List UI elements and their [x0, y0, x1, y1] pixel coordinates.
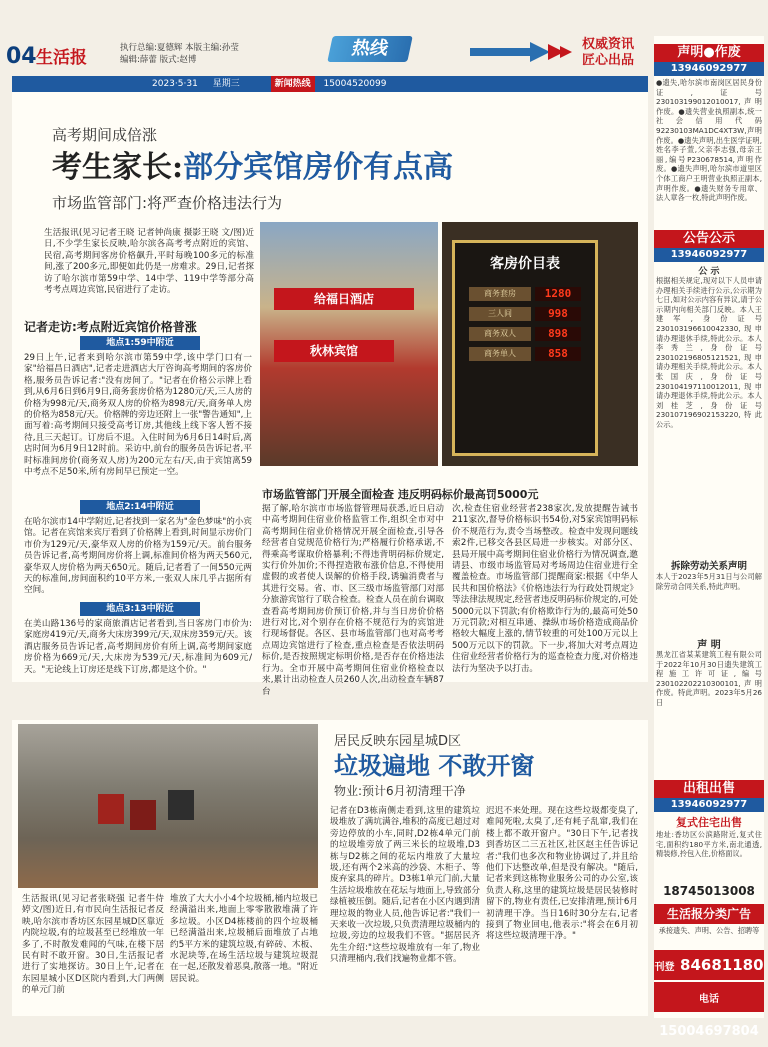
hotel-sign-1: 给福日酒店	[274, 288, 414, 310]
trash-bin-icon	[98, 794, 124, 824]
ad-classified-phone-1	[654, 950, 764, 980]
location-3-text: 在美山路136号的家商旅酒店记者看到,当日客房门市价为:家庭房419元/天,商务大床房399元/天,双床房359元/天。该酒店服务员告诉记者,高考期间房价有所上调,高考期间家庭房价格为669元/天,大床房为539元/天,标准间为609元/天。"无论线上订房还是线下订房,都是这个价。"	[24, 619, 252, 675]
price-row-label: 商务双人	[469, 327, 531, 341]
slogan-line-2: 匠心出品	[582, 53, 635, 68]
ad-notice-subtitle: 公 示	[698, 267, 720, 277]
ad-rental-phone: 13946092977	[654, 798, 764, 812]
hotline-label: 新闻热线	[271, 76, 315, 92]
ad-rental-title: 出租出售	[654, 780, 764, 798]
main-headline-a: 考生家长:	[52, 150, 184, 185]
location-1-label: 地点1:59中附近	[80, 336, 200, 350]
second-text-col-2: 堆放了大大小小4个垃圾桶,桶内垃圾已经满溢出来,地面上零零散散堆满了许多垃圾。小区D4栋楼前的四个垃圾桶已经满溢出来,垃圾桶后面堆放了占地约5平方米的建筑垃圾,有碎砖、木板、水泥块等,在场生活垃圾与建筑垃圾混在一起,还散发着恶臭,散落一地。"附近居民说。	[170, 894, 318, 984]
phone-1-label: 刊登	[654, 962, 675, 973]
ad-statement-phone: 13946092977	[654, 62, 764, 76]
phone-1-number: 84681180	[680, 956, 764, 974]
date-bar	[12, 76, 648, 92]
ad-duplex-text: 地址:香坊区公滨路附近,复式住宅,面积约180平方米,南北通透,精装修,拎包入住,价格面议。	[656, 830, 762, 859]
location-1-text: 29日上午,记者来到哈尔滨市第59中学,该中学门口有一家"给福昌日酒店",记者走进酒店大厅咨询高考期间的客房价格,服务员告诉记者:"没有房间了。"记者在价格公示牌上看到,从6月6日到6月9日,商务套房价格为1280元/天,三人房的价格为998元/天,商务双人房的价格为898元/天,商务单人房的价格为858元/天。价格牌的旁边还附上一张"警告通知",上面写着:高考期间只接受高考订房,其他线上线下客人暂不接待,且三天起订。订房后不退。入住时间为6月6日14时后,离店时间为6月9日12时前。采访中,前台的服务员告诉记者,平时标准间房价(商务双人房)为200元左右/天,由于宾馆离59中考点不足50米,所有房间早已预定一空。	[24, 353, 252, 478]
inspection-heading: 市场监管部门开展全面检查 违反明码标价最高罚5000元	[262, 488, 539, 501]
phone-2-label: 电话	[699, 994, 719, 1005]
ad-labor-title: 拆除劳动关系声明	[670, 561, 747, 572]
location-2-text: 在哈尔滨市14中学附近,记者找到一家名为"金色梦味"的小宾馆。记者在宾馆来宾厅看到了价格牌上看到,时间显示房价门市价为129元/天,豪华双人房的价格为159元/天。前台服务员告诉记者,高考期间房价将上调,标准间价格为两天560元,豪华双人房价格为两天650元。随后,记者看了一间550元两天的标准间,房间面积约10平方米,一张双人床几乎占据所有空间。	[24, 517, 252, 596]
paper-logo: 生活报	[36, 48, 87, 68]
location-3-label: 地点3:13中附近	[80, 602, 200, 616]
second-headline: 垃圾遍地 不敢开窗	[334, 751, 535, 780]
ad-duplex-title: 复式住宅出售	[676, 816, 742, 829]
price-row-label: 商务单人	[469, 347, 531, 361]
price-row-value: 898	[535, 327, 581, 341]
second-kicker: 居民反映东园星城D区	[334, 734, 462, 749]
ad-declaration-text: 黑龙江省某某建筑工程有限公司于2022年10月30日遗失建筑工程施工许可证,编号230102202210300101,声明作废。特此声明。2023年5月26日	[656, 650, 762, 707]
ad-declaration-title: 声 明	[697, 640, 721, 651]
price-row	[469, 307, 581, 325]
price-row-value: 1280	[535, 287, 581, 301]
second-text-col-1: 生活报讯(见习记者张晓强 记者牛侍婷文/图)近日,有市民向生活报记者反映,哈尔滨市香坊区东园星城D区靠近内院垃圾,有的垃圾甚至已经堆放一年多了,不时散发难闻的气味,在楼下居民有时不敢开窗。30日,生活报记者进行了实地探访。30日上午,记者在东园星城小区D区院内看到,大门两侧的单元门前	[22, 894, 164, 996]
ad-notice-phone: 13946092977	[654, 248, 764, 262]
main-kicker: 高考期间成倍涨	[52, 126, 158, 144]
location-2-label: 地点2:14中附近	[80, 500, 200, 514]
inspection-text-col-2: 次,检查住宿业经营者238家次,发放提醒告诫书211家次,督导价格标识书54份,对5家宾馆明码标价不规范行为,责令当场整改。检查中发现问题线索2件,已移交各县区局进一步核实。对部分区、县局开展中高考期间住宿业价格行为情况调查,邀请县、市级市场监管局对考场周边住宿业进行全覆盖检查。市场监管部门提醒商家:根据《中华人民共和国价格法》《价格违法行为行政处罚规定》等法律法规规定,经营者违反明码标价规定的,可处5000元以下罚款;有价格欺诈行为的,最高可处50万元罚款;对相互串通、操纵市场价格造成商品价格较大幅度上涨的,情节较重的可处100万元以上500万元以下的罚款。下一步,将加大对考点周边住宿业经营者价格行为的巡查检查力度,对价格违法行为坚决予以打击。	[452, 504, 638, 674]
issue-weekday: 星期三	[212, 79, 240, 89]
hotel-photo	[260, 222, 438, 466]
price-board-photo	[442, 222, 638, 466]
arrow-decoration-icon	[470, 42, 574, 62]
price-row	[469, 287, 581, 305]
page-number: 04	[6, 44, 37, 69]
slogan	[582, 37, 634, 69]
hotel-sign-2: 秋林宾馆	[274, 340, 394, 362]
issue-date: 2023·5·31	[152, 79, 198, 89]
price-row	[469, 347, 581, 365]
price-board-title: 客房价目表	[490, 256, 560, 272]
price-row-label: 三人间	[469, 307, 531, 321]
second-text-col-3: 记者在D3栋南侧走看到,这里的建筑垃圾堆放了满坑满谷,堆积的高度已超过对旁边停放的小车,同时,D2栋4单元门前的垃圾堆旁放了两三米长的垃圾堆,D3栋与D2栋之间的花坛内堆放了大量垃圾,还有两个2米高的沙袋、木柜子、等废弃家具的碎片。D3栋1单元门前,大量生活垃圾堆放在花坛与地面上,导致部分绿植被压倒。随后,记者在小区内遇到清理垃圾的物业人员,他告诉记者:"我们一天来收一次垃圾,只负责清理垃圾桶内的垃圾,旁边的垃圾我们不管。"据居民齐先生介绍:"这些垃圾堆放有一年了,物业只清理桶内,我们找遍物业都不管。	[330, 806, 480, 965]
slogan-line-1: 权威资讯	[582, 37, 635, 52]
price-row-value: 998	[535, 307, 581, 321]
ad-notice-title: 公告公示	[654, 230, 764, 248]
main-subhead: 市场监管部门:将严查价格违法行为	[52, 194, 283, 212]
main-headline	[52, 142, 453, 186]
editor-credits	[120, 42, 239, 66]
trash-bin-icon	[168, 790, 194, 820]
credits-line-1: 执行总编:夏德辉 本版主编:孙莹	[120, 43, 239, 53]
ad-classified-sub: 承接遗失、声明、公告、招聘等	[658, 926, 760, 935]
inspection-text-col-1: 据了解,哈尔滨市市场监督管理局获悉,近日启动中高考期间住宿业价格监管工作,组织全市对中高考期间住宿业价格情况开展全面检查,引导各经营者自觉规范价格行为;严格履行价格承诺,不得乘高考谋取价格暴利;不得违背明码标价规定,实行价外加价;不得捏造散布涨价信息,不得使用虚假的或者使人误解的价格手段,诱骗消费者与其进行交易。省、市、区三级市场监管部门对部分旅游宾馆行了联合检查。检查人员在前台调取查看高考期间房价预订价格,并与当日房价价格进行对比,对个别存在价格不规范行为的宾馆进行现场督促。各区、县市场监管部门也对高考考点周边宾馆进行了检查,重点检查是否依法明码标价,是否按照规定标明价格,是否存在价格违法行为。全市开展中高考期间住宿业价格检查以来,累计出动检查人员260人次,出动检查车辆87台	[262, 504, 444, 697]
ad-statement-text: ●遗失,哈尔滨市南岗区居民身份证,证号230103199012010017,声明作废。●遗失营业执照副本,统一社会信用代码92230103MA1DC4XT3W,声明作废。●遗失声明,出生医学证明,姓名李子萱,父亲李志强,母亲王丽,编号P230678514,声明作废。●遗失声明,哈尔滨市道里区个体工商户王明营业执照正副本,声明作废。●遗失财务专用章、法人章各一枚,特此声明作废。	[656, 78, 762, 203]
credits-line-2: 编辑:薛蕾 版式:赵博	[120, 55, 197, 65]
trash-bin-icon	[130, 800, 156, 830]
hotline-number: 15004520099	[323, 79, 387, 89]
second-subhead: 物业:预计6月初清理干净	[334, 784, 466, 798]
price-row	[469, 327, 581, 345]
ad-classified-title: 生活报分类广告	[654, 904, 764, 924]
ad-notice-text: 根据相关规定,现对以下人员申请办理相关手续进行公示,公示期为七日,如对公示内容有异议,请于公示期内向相关部门反映。本人王建军,身份证号230103196610042330,现申请办理退休手续,特此公示。本人李秀兰,身份证号230102196805121521,现申请办理相关手续,特此公示。本人张国庆,身份证号230104197110012011,现申请办理退休手续,特此公示。本人刘桂芝,身份证号230107196902153220,特此公示。	[656, 276, 762, 429]
ad-duplex-phone: 18745013008	[663, 884, 755, 898]
garbage-photo	[18, 724, 318, 888]
main-lead: 生活报讯(见习记者王晓 记者钟尚康 摄影王晓 文/图)近日,不少学生家长反映,哈尔滨各高考考点附近的宾馆、民宿,高考期间客房价格飙升,平时每晚100多元的标准间,涨了200多元,即便如此仍是一房难求。29日,记者探访了哈尔滨市第59中学、14中学、119中学等部分高考考点周边宾馆,民宿进行了走访。	[44, 228, 254, 296]
price-board	[452, 240, 598, 456]
price-row-value: 858	[535, 347, 581, 361]
phone-2-number: 15004697804	[659, 1024, 759, 1039]
ad-statement-title: 声明●作废	[654, 44, 764, 62]
section-heading: 记者走访:考点附近宾馆价格普涨	[24, 320, 197, 334]
section-title: 热线	[327, 36, 413, 62]
ad-labor-text: 本人于2023年5月31日与公司解除劳动合同关系,特此声明。	[656, 572, 762, 591]
price-row-label: 商务套房	[469, 287, 531, 301]
main-headline-b: 部分宾馆房价有点高	[183, 150, 454, 185]
second-text-col-4: 迟迟不来处理。现在这些垃圾都变臭了,难闻死啦,太臭了,还有耗子乱窜,我们在楼上都不敢开窗户。"30日下午,记者找到香坊区二三五社区,社区赵主任告诉记者:"我们也多次和物业协调过了,并且给他们下达整改单,但是没有解决。"随后,记者来到这栋物业服务公司的办公室,该负责人称,这里的建筑垃圾是居民装修时留下的,物业有责任,已安排清理,预计6月初清理干净。当日16时30分左右,记者接到了物业回电,他表示:"将会在6月初将这些垃圾清理干净。"	[486, 806, 638, 942]
ad-classified-phone-2	[654, 982, 764, 1039]
